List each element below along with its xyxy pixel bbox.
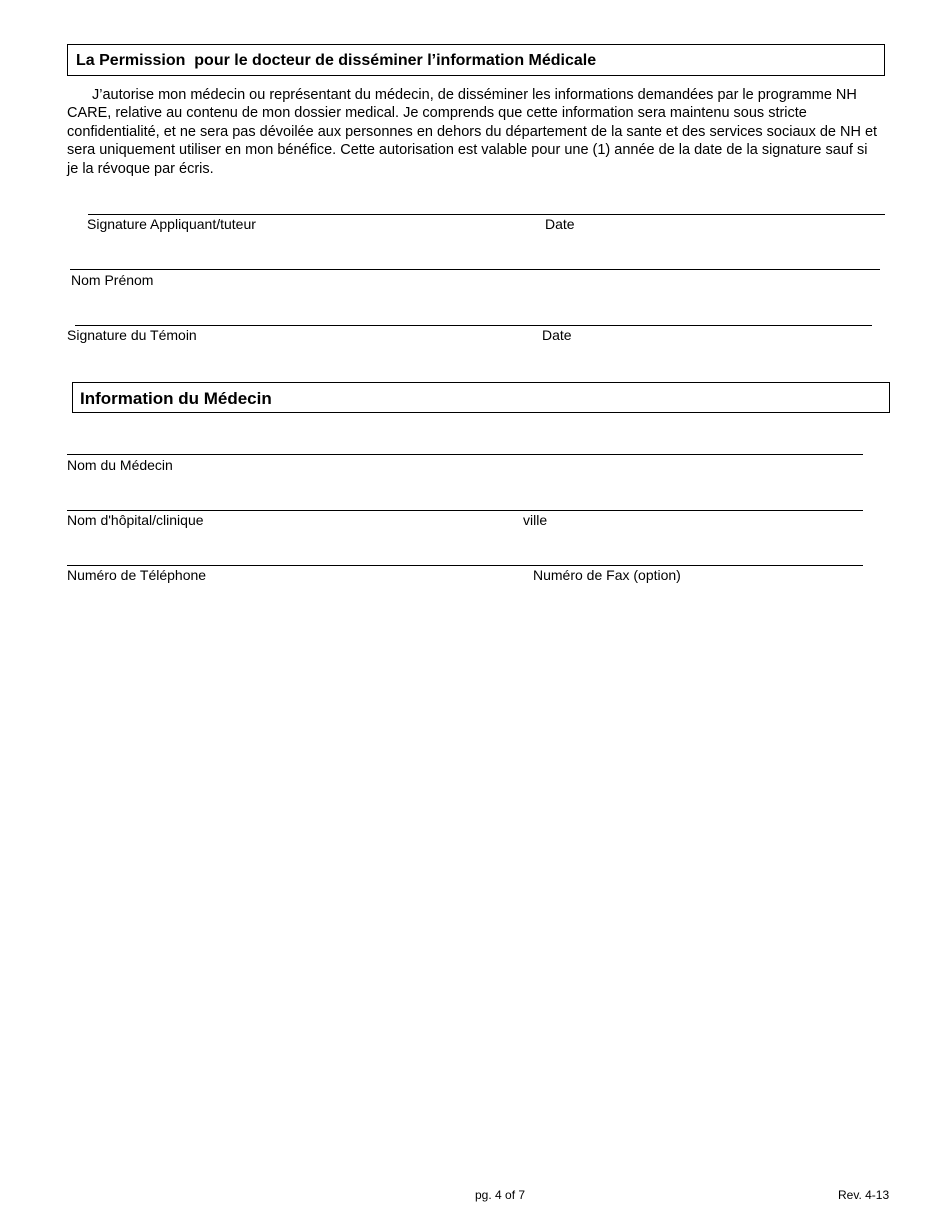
hospital-line[interactable] xyxy=(67,510,863,511)
doctor-section-title: Information du Médecin xyxy=(80,389,272,408)
witness-signature-label: Signature du Témoin xyxy=(67,327,197,343)
phone-label: Numéro de Téléphone xyxy=(67,567,207,583)
fax-label: Numéro de Fax (option) xyxy=(533,567,681,583)
permission-section-title: La Permission pour le docteur de disséminer l’information Médicale xyxy=(76,52,597,69)
phone-line[interactable] xyxy=(67,565,863,566)
page-number: pg. 4 of 7 xyxy=(475,1188,526,1202)
name-line[interactable] xyxy=(70,269,880,270)
applicant-date-label: Date xyxy=(545,216,575,232)
permission-section-header xyxy=(67,44,885,76)
authorization-paragraph: J’autorise mon médecin ou représentant du médecin, de disséminer les informations demandées par le programme NH CARE, relative au contenu de mon dossier medical. Je comprends que cette information sera maintenu sous stricte confidentialité, et ne sera pas dévoilée aux personnes en dehors du département de la sante et des services sociaux de NH et sera uniquement utiliser en mon bénéfice. Cette autorisation est valable pour une (1) année de la date de la signature sauf si je la révoque par écris. xyxy=(67,87,878,177)
doctor-name-line[interactable] xyxy=(67,454,863,455)
doctor-section-header xyxy=(72,382,890,413)
witness-date-label: Date xyxy=(542,327,572,343)
revision-label: Rev. 4-13 xyxy=(838,1188,890,1202)
applicant-signature-label: Signature Appliquant/tuteur xyxy=(87,216,256,232)
doctor-name-label: Nom du Médecin xyxy=(67,457,173,473)
city-label: ville xyxy=(523,512,548,528)
witness-signature-line[interactable] xyxy=(75,325,872,326)
name-label: Nom Prénom xyxy=(71,272,154,288)
applicant-signature-line[interactable] xyxy=(88,214,885,215)
hospital-label: Nom d'hôpital/clinique xyxy=(67,512,204,528)
